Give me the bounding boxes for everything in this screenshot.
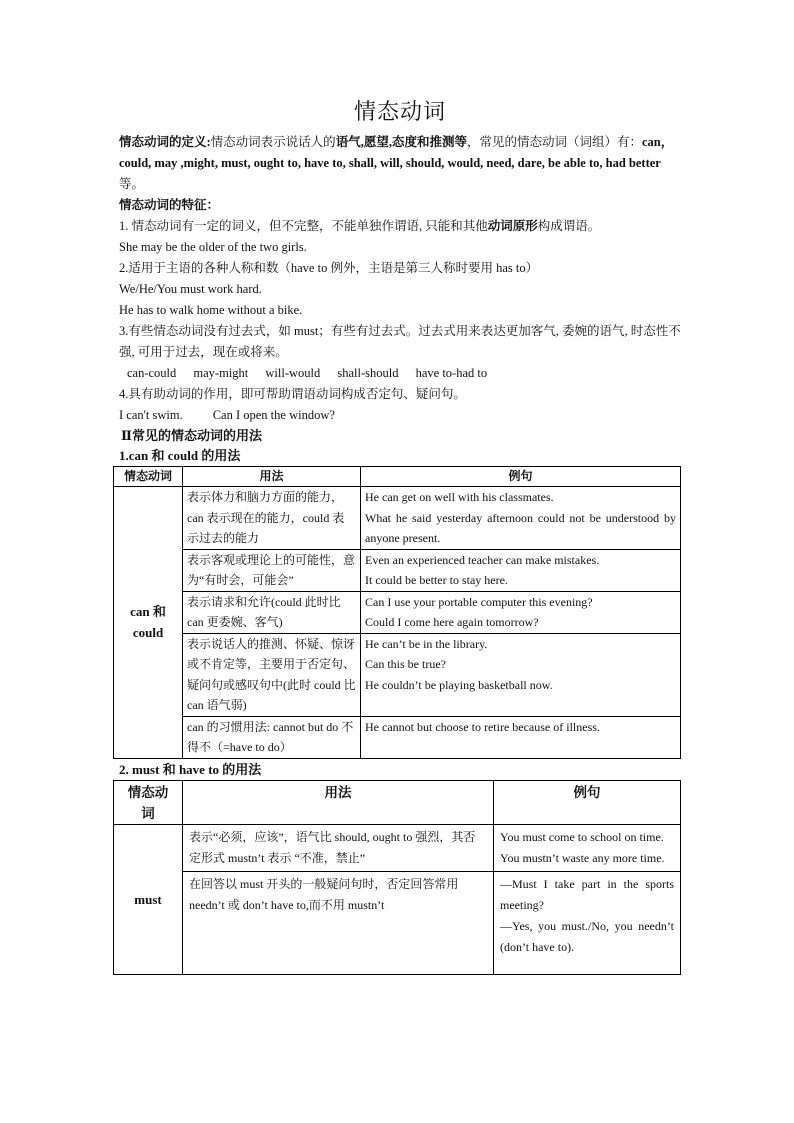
table-1-heading: 1.can 和 could 的用法 [119,448,241,463]
features-label: 情态动词的特征： [119,198,220,212]
definition-text-1: 情态动词表示说话人的 [210,135,336,149]
feature-1-text: 1. 情态动词有一定的词义，但不完整，不能单独作谓语, 只能和其他 [119,219,488,233]
header-verb-label: 情态动词 [127,784,169,821]
definition-list: can，could, may ,might, must, ought to, have to, shall, will, should, would, need, dare, be able to, had better [119,135,674,170]
table-row [114,871,681,974]
verb-pair: can-could [127,366,177,380]
example-sentence: You mustn’t waste any more time. [500,850,665,865]
verb-label: can 和 could [130,604,166,641]
verb-cell: must [114,824,183,974]
section-2-heading: Ⅱ常见的情态动词的用法 [121,428,262,443]
example-cell [361,591,681,633]
feature-4-example-1: I can't swim. [119,408,183,422]
page-title: 情态动词 [353,99,446,124]
table-header-row [114,467,681,487]
feature-1-tail: 构成谓语。 [537,219,601,233]
example-sentence: Can this be true? [365,657,446,671]
example-sentence: Could I come here again tomorrow? [365,615,539,629]
feature-2-example-2: He has to walk home without a bike. [119,303,303,317]
definition-tail: 等。 [119,177,145,191]
verb-pair: have to-had to [415,366,488,380]
header-verb: 情态动词 [114,467,183,487]
feature-2: 2.适用于主语的各种人称和数（have to 例外，主语是第三人称时要用 has to） [119,261,539,275]
usage-cell: 在回答以 must 开头的一般疑问句时，否定回答常用 needn’t 或 don’t have to,而不用 mustn’t [183,871,494,974]
example-sentence: He can’t be in the library. [365,636,488,651]
example-cell [361,633,681,716]
feature-1-example: She may be the older of the two girls. [119,240,307,254]
definition-text-2: ，常见的情态动词（词组）有： [466,135,642,149]
example-sentence: It could be better to stay here. [365,573,508,587]
verb-pair: may-might [193,366,249,380]
example-sentence: What he said yesterday afternoon could not be understood by anyone present. [365,510,676,545]
header-example: 例句 [494,780,681,824]
example-sentence: —Yes, you must./No, you needn’t (don’t have to). [500,918,674,954]
table-row [114,487,681,550]
table-2-heading: 2. must 和 have to 的用法 [119,761,262,777]
example-sentence: Even an experienced teacher can make mistakes. [365,552,600,567]
usage-cell: 表示体力和脑力方面的能力，can 表示现在的能力，could 表示过去的能力 [183,487,361,550]
definition-label: 情态动词的定义: [119,135,211,149]
table-row [114,716,681,758]
feature-4-examples [119,405,681,426]
example-cell [361,549,681,591]
feature-2-example-1: We/He/You must work hard. [119,282,262,296]
example-sentence: He couldn’t be playing basketball now. [365,677,553,692]
definition-emphasis: 语气,愿望,态度和推测等 [335,135,467,149]
usage-cell: 表示客观或理论上的可能性，意为“有时会，可能会” [183,549,361,591]
feature-4-example-2: Can I open the window? [212,408,335,422]
table-row [114,824,681,871]
verb-pair: shall-should [337,366,399,380]
usage-cell: can 的习惯用法: cannot but do 不得不（=have to do） [183,716,361,758]
example-sentence: You must come to school on time. [500,829,664,844]
usage-cell: 表示“必须，应该”，语气比 should, ought to 强烈，其否定形式 mustn’t 表示 “不准，禁止” [183,824,494,871]
example-cell [361,487,681,550]
definition-paragraph [119,132,681,195]
header-verb [114,780,183,824]
example-sentence: He cannot but choose to retire because of illness. [365,719,600,734]
header-usage: 用法 [183,780,494,824]
example-cell [494,871,681,974]
verb-pair: will-would [265,366,321,380]
example-sentence: Can I use your portable computer this evening? [365,594,593,609]
table-row [114,549,681,591]
example-cell [494,824,681,871]
example-sentence: —Must I take part in the sports meeting? [500,876,674,912]
feature-4: 4.具有助动词的作用，即可帮助谓语动词构成否定句、疑问句。 [119,387,466,401]
verb-pairs [119,363,681,384]
feature-1-emphasis: 动词原形 [487,219,538,233]
must-have-to-table [113,780,681,975]
usage-cell: 表示说话人的推测、怀疑、惊讶或不肯定等，主要用于否定句、疑问句或感叹句中(此时 could 比 can 语气弱) [183,633,361,716]
feature-3: 3.有些情态动词没有过去式，如 must；有些有过去式。过去式用来表达更加客气, 委婉的语气, 时态性不强, 可用于过去，现在或将来。 [119,324,681,359]
verb-cell [114,487,183,759]
example-cell [361,716,681,758]
header-usage: 用法 [183,467,361,487]
can-could-table [113,466,681,759]
document-page [119,95,681,975]
usage-cell: 表示请求和允许(could 此时比 can 更委婉、客气) [183,591,361,633]
header-example: 例句 [361,467,681,487]
table-row [114,633,681,716]
table-row [114,591,681,633]
example-sentence: He can get on well with his classmates. [365,490,554,504]
feature-1 [119,216,681,237]
table-header-row [114,780,681,824]
